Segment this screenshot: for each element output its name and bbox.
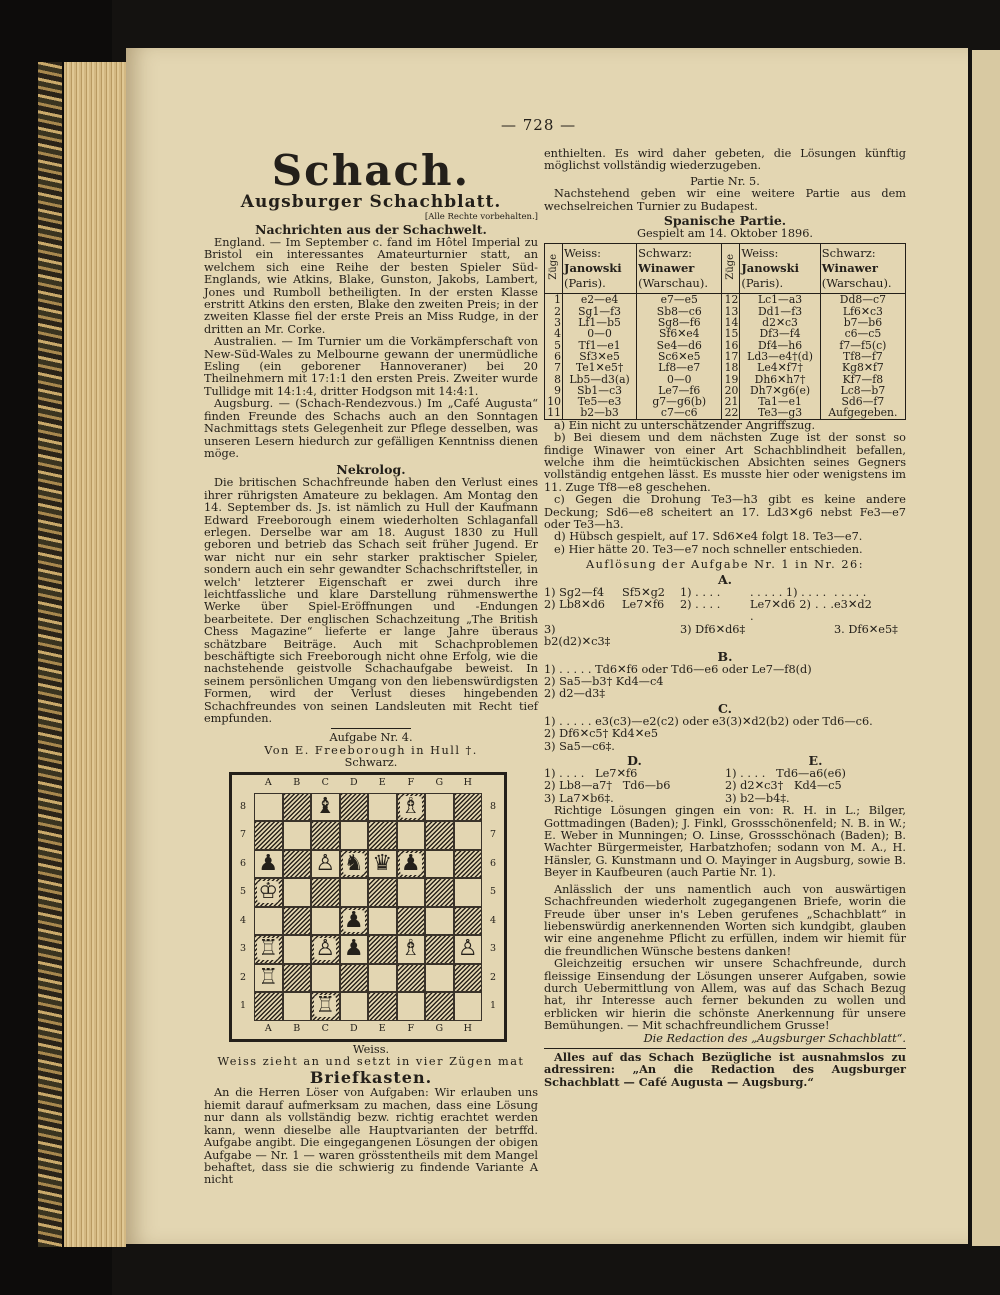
move-cell: g7—g6(b) bbox=[637, 396, 722, 407]
publication-subtitle: Augsburger Schachblatt. bbox=[240, 192, 502, 212]
board-square bbox=[397, 878, 426, 907]
board-square bbox=[454, 907, 483, 936]
game-moves bbox=[545, 294, 906, 419]
board-square bbox=[397, 793, 426, 822]
move-cell: c6—c5 bbox=[820, 328, 905, 339]
file-label: E bbox=[378, 1023, 386, 1035]
file-label: B bbox=[293, 1023, 301, 1035]
chess-piece: ♗ bbox=[400, 936, 421, 962]
board-square bbox=[368, 878, 397, 907]
rank-label: 5 bbox=[489, 886, 497, 898]
file-label: G bbox=[435, 777, 444, 789]
board-square bbox=[425, 821, 454, 850]
page-number: — 728 — bbox=[501, 116, 577, 134]
file-label: H bbox=[463, 777, 472, 789]
news-heading: Nachrichten aus der Schachwelt. bbox=[255, 222, 487, 237]
variant-d bbox=[544, 768, 725, 805]
file-label: D bbox=[349, 1023, 358, 1035]
chess-piece: ♖ bbox=[258, 936, 279, 962]
variants-d-e bbox=[544, 753, 906, 805]
move-number: 19 bbox=[722, 374, 740, 385]
move-cell: Te3—g3 bbox=[740, 407, 820, 419]
solution-move: 1) Sg2—f4 bbox=[544, 585, 605, 599]
solution-move: 3) b2(d2)✕c3‡ bbox=[544, 622, 611, 649]
rank-label: 6 bbox=[239, 857, 247, 869]
board-square bbox=[254, 850, 283, 879]
rank-label: 3 bbox=[239, 943, 247, 955]
chess-piece: ♝ bbox=[315, 793, 336, 819]
necrology-heading: Nekrolog. bbox=[336, 462, 406, 478]
move-number: 13 bbox=[722, 306, 740, 317]
variant-a-line bbox=[544, 624, 906, 649]
board-square bbox=[454, 878, 483, 907]
game-score-table bbox=[544, 243, 906, 419]
board-square bbox=[397, 992, 426, 1021]
board-square bbox=[311, 992, 340, 1021]
move-number: 2 bbox=[545, 306, 563, 317]
move-number: 5 bbox=[545, 340, 563, 351]
move-number: 12 bbox=[722, 294, 740, 306]
move-cell: Sb1—c3 bbox=[563, 385, 637, 396]
variant-a-line bbox=[544, 599, 906, 624]
address-block bbox=[544, 1048, 906, 1088]
problem-task: Weiss zieht an und setzt in vier Zügen mat bbox=[217, 1055, 525, 1069]
note-d: d) Hübsch gespielt, auf 17. Sd6✕e4 folgt 18. Te3—e7. bbox=[554, 530, 863, 544]
solution-move: Le7✕d6 2) . . . . bbox=[750, 597, 834, 624]
request-text: Gleichzeitig ersuchen wir unsere Schachfreunde, durch fleissige Einsendung der Lösungen unserer Aufgaben, sowie durch Uebermittlung von Allem, was auf das Schach Bezug hat, ihr Interesse auch ferner bekunden zu wollen und erblicken wir hierin die schönste Anerkennung für unsere Bemühungen. — Mit schachfreundlichem Grusse! bbox=[544, 957, 906, 1033]
solution-move bbox=[750, 624, 834, 649]
solution-line: 2) Df6✕c5† Kd4✕e5 bbox=[544, 727, 659, 741]
move-number: 3 bbox=[545, 317, 563, 328]
move-cell: d2✕c3 bbox=[740, 317, 820, 328]
move-number: 22 bbox=[722, 407, 740, 419]
board-square bbox=[340, 850, 369, 879]
board-square bbox=[254, 907, 283, 936]
address-text: Alles auf das Schach Bezügliche ist ausnahmslos zu adressiren: „An die Redaction des Augsburger Schachblatt — Café Augusta — Augsburg.“ bbox=[544, 1049, 906, 1089]
move-cell: Sb8—c6 bbox=[637, 306, 722, 317]
board-square bbox=[397, 964, 426, 993]
chess-piece: ♙ bbox=[315, 936, 336, 962]
variant-e bbox=[725, 768, 906, 805]
move-cell: Le4✕f7† bbox=[740, 362, 820, 373]
solution-line: 3) La7✕b6‡. bbox=[544, 791, 614, 805]
board-square bbox=[254, 964, 283, 993]
white-label: Weiss. bbox=[352, 1042, 390, 1056]
solution-move: 1) . . . . bbox=[680, 585, 721, 599]
chess-piece: ♟ bbox=[258, 850, 279, 876]
board-square bbox=[425, 992, 454, 1021]
game-intro: Nachstehend geben wir eine weitere Partie aus dem wechselreichen Turnier zu Budapest. bbox=[544, 187, 906, 213]
solution-line: 3) Sa5—c6‡. bbox=[544, 739, 615, 753]
move-cell: Tf8—f7 bbox=[820, 351, 905, 362]
header-black: Schwarz: Winawer (Warschau). bbox=[637, 244, 722, 294]
move-cell: Lf6✕c3 bbox=[820, 306, 905, 317]
move-cell: Sf6✕e4 bbox=[637, 328, 722, 339]
file-label: E bbox=[378, 777, 386, 789]
move-cell: Sc6✕e5 bbox=[637, 351, 722, 362]
board-square bbox=[454, 821, 483, 850]
move-number: 9 bbox=[545, 385, 563, 396]
board-square bbox=[311, 821, 340, 850]
problem-author: Von E. Freeborough in Hull †. bbox=[264, 743, 478, 757]
file-label: A bbox=[264, 777, 272, 789]
rank-label: 8 bbox=[239, 800, 247, 812]
masthead: Schach. bbox=[271, 146, 471, 195]
move-cell: Df3—f4 bbox=[740, 328, 820, 339]
board-square bbox=[368, 850, 397, 879]
board-square bbox=[425, 964, 454, 993]
board-square bbox=[340, 878, 369, 907]
move-cell: f7—f5(c) bbox=[820, 340, 905, 351]
note-a: a) Ein nicht zu unterschätzender Angriffszug. bbox=[554, 418, 816, 432]
board-square bbox=[397, 821, 426, 850]
news-australia: Australien. — Im Turnier um die Vorkämpferschaft von New-Süd-Wales zu Melbourne gewann der unermüdliche Esling (ein geborener Hannoveraner) bei 20 Theilnehmern mit 17:1:1 den ersten Preis. Zweiter wurde Tullidge mit 14:1:4, dritter Hodgson mit 14:4:1. bbox=[204, 335, 538, 398]
solution-heading: Auflösung der Aufgabe Nr. 1 in Nr. 26: bbox=[585, 558, 865, 572]
move-cell: Kf7—f8 bbox=[820, 374, 905, 385]
mailbox-heading: Briefkasten. bbox=[309, 1068, 433, 1088]
solution-line: 3) b2—b4‡. bbox=[725, 791, 790, 805]
move-number: 4 bbox=[545, 328, 563, 339]
solution-move: 2) . . . . bbox=[680, 597, 721, 611]
file-label: B bbox=[293, 777, 301, 789]
move-cell: b2—b3 bbox=[563, 407, 637, 419]
move-cell: Lc8—b7 bbox=[820, 385, 905, 396]
variant-b bbox=[544, 664, 906, 701]
board-square bbox=[340, 935, 369, 964]
solution-line: 2) Lb8—a7† Td6—b6 bbox=[544, 779, 671, 793]
solution-line: 2) d2—d3‡ bbox=[544, 687, 605, 701]
move-cell: Df4—h6 bbox=[740, 340, 820, 351]
move-cell: Dd8—c7 bbox=[820, 294, 905, 306]
chess-piece: ♗ bbox=[400, 793, 421, 819]
move-cell: Sg8—f6 bbox=[637, 317, 722, 328]
board-square bbox=[454, 964, 483, 993]
solution-line: 1) . . . . Le7✕f6 bbox=[544, 767, 638, 781]
board-square bbox=[425, 935, 454, 964]
rank-label: 4 bbox=[489, 914, 497, 926]
divider bbox=[331, 728, 411, 729]
solvers-list: Richtige Lösungen gingen ein von: R. H. in L.; Bilger, Gottmadingen (Baden); J. Finkl, Grossschönenfeld; N. B. in W.; E. Weber in Munningen; O. Linse, Grossschönach (Baden); B. Wachter Bürgermeister, Harbatzhofen; sodann von M. A., H. Hänsler, G. Kunstmann und O. Mayinger in Augsburg, sowie B. Beyer in Kaufbeuren (auch Partie Nr. 1). bbox=[544, 804, 906, 880]
rank-label: 6 bbox=[489, 857, 497, 869]
move-number: 18 bbox=[722, 362, 740, 373]
solution-line: 1) . . . . . Td6✕f6 oder Td6—e6 oder Le7—f8(d) bbox=[544, 662, 812, 676]
move-number: 14 bbox=[722, 317, 740, 328]
chess-piece: ♛ bbox=[372, 850, 393, 876]
opening-name: Spanische Partie. bbox=[663, 213, 787, 229]
chess-piece: ♖ bbox=[315, 993, 336, 1019]
rank-label: 2 bbox=[239, 971, 247, 983]
board-square bbox=[425, 850, 454, 879]
left-column bbox=[204, 148, 538, 1187]
chess-piece: ♟ bbox=[343, 907, 364, 933]
chess-piece: ♔ bbox=[258, 879, 279, 905]
board-square bbox=[283, 992, 312, 1021]
board-square bbox=[368, 907, 397, 936]
move-number: 11 bbox=[545, 407, 563, 419]
move-number: 6 bbox=[545, 351, 563, 362]
header-white: Weiss: Janowski (Paris). bbox=[563, 244, 637, 294]
board-square bbox=[340, 992, 369, 1021]
move-cell: Lc1—a3 bbox=[740, 294, 820, 306]
move-cell: 0—0 bbox=[563, 328, 637, 339]
board-square bbox=[368, 964, 397, 993]
move-cell: Te5—e3 bbox=[563, 396, 637, 407]
move-cell: Aufgegeben. bbox=[820, 407, 905, 419]
board-square bbox=[311, 878, 340, 907]
board-square bbox=[311, 850, 340, 879]
rank-label: 4 bbox=[239, 914, 247, 926]
file-label: A bbox=[264, 1023, 272, 1035]
move-cell: Lb5—d3(a) bbox=[563, 374, 637, 385]
news-augsburg: Augsburg. — (Schach-Rendezvous.) Im „Café Augusta“ finden Freunde des Schachs auch an den Sonntagen Nachmittags stets Gelegenheit zur Pflege desselben, was unseren Lesern hiedurch zur gefälligen Kenntniss dienen möge. bbox=[204, 397, 538, 460]
board-square bbox=[311, 964, 340, 993]
move-cell: c7—c6 bbox=[637, 407, 722, 419]
board-square bbox=[397, 850, 426, 879]
move-cell: Sd6—f7 bbox=[820, 396, 905, 407]
chess-piece: ♙ bbox=[457, 936, 478, 962]
move-cell: Dh6✕h7† bbox=[740, 374, 820, 385]
board-square bbox=[254, 878, 283, 907]
header-white-2: Weiss: Janowski (Paris). bbox=[740, 244, 820, 294]
move-cell: Te1✕e5† bbox=[563, 362, 637, 373]
board-square bbox=[254, 935, 283, 964]
move-number: 21 bbox=[722, 396, 740, 407]
file-label: F bbox=[407, 777, 415, 789]
move-cell: 0—0 bbox=[637, 374, 722, 385]
move-number: 17 bbox=[722, 351, 740, 362]
board-square bbox=[340, 964, 369, 993]
variant-c-label: C. bbox=[717, 700, 733, 716]
board-square bbox=[283, 793, 312, 822]
continued-text: enthielten. Es wird daher gebeten, die Lösungen künftig möglichst vollständig wiederzugeben. bbox=[544, 147, 906, 173]
board-square bbox=[254, 821, 283, 850]
move-number: 7 bbox=[545, 362, 563, 373]
solution-move: . . . . . 1) . . . . bbox=[750, 585, 827, 599]
move-number: 10 bbox=[545, 396, 563, 407]
solution-move: 3) Df6✕d6‡ bbox=[680, 622, 746, 636]
board-square bbox=[454, 850, 483, 879]
rights-notice: [Alle Rechte vorbehalten.] bbox=[424, 212, 538, 222]
variant-a bbox=[544, 587, 906, 649]
file-label: C bbox=[321, 777, 329, 789]
board-square bbox=[368, 821, 397, 850]
file-label: G bbox=[435, 1023, 444, 1035]
board-square bbox=[283, 821, 312, 850]
solution-move: 2) Lb8✕d6 bbox=[544, 597, 605, 611]
note-b: b) Bei diesem und dem nächsten Zuge ist der sonst so findige Winawer von einer Art Schachblindheit befallen, welche ihm die heimtückischen Absichten seines Gegners vollständig entgehen lässt. Es musste hier oder wenigstens im 11. Zuge Tf8—e8 geschehen. bbox=[544, 431, 906, 494]
board-square bbox=[368, 992, 397, 1021]
move-cell: Sg1—f3 bbox=[563, 306, 637, 317]
board-square bbox=[254, 992, 283, 1021]
rank-label: 2 bbox=[489, 971, 497, 983]
board-square bbox=[283, 935, 312, 964]
rank-label: 5 bbox=[239, 886, 247, 898]
solution-move: 3. Df6✕e5‡ bbox=[834, 622, 898, 636]
move-cell: Dh7✕g6(e) bbox=[740, 385, 820, 396]
move-cell: Lf8—e7 bbox=[637, 362, 722, 373]
board-square bbox=[283, 964, 312, 993]
rank-label: 1 bbox=[489, 1000, 497, 1012]
solution-move: e3✕d2 bbox=[834, 597, 872, 611]
move-cell: e2—e4 bbox=[563, 294, 637, 306]
chess-piece: ♟ bbox=[400, 850, 421, 876]
move-row bbox=[545, 294, 906, 306]
page-stack bbox=[64, 62, 126, 1247]
mailbox-text: An die Herren Löser von Aufgaben: Wir erlauben uns hiemit darauf aufmerksam zu machen, dass eine Lösung nur dann als vollständig bezw. richtig erachtet werden kann, wenn dieselbe alle Hauptvarianten der betrffd. Aufgabe angibt. Die eingegangenen Lösungen der obigen Aufgabe — Nr. 1 — waren grösstentheils mit dem Mangel behaftet, dass sie die schwierig zu findende Variante A nicht bbox=[204, 1086, 538, 1187]
rank-label: 7 bbox=[489, 829, 497, 841]
chess-diagram bbox=[229, 772, 507, 1042]
board-square bbox=[283, 878, 312, 907]
move-cell: b7—b6 bbox=[820, 317, 905, 328]
variant-b-label: B. bbox=[717, 648, 733, 664]
right-column bbox=[544, 148, 906, 1088]
move-cell: Lf1—b5 bbox=[563, 317, 637, 328]
board-corner bbox=[482, 1021, 504, 1039]
board-square bbox=[454, 992, 483, 1021]
board-square bbox=[368, 935, 397, 964]
header-moves-2: Züge bbox=[722, 244, 740, 294]
solution-move bbox=[622, 624, 680, 649]
file-label: D bbox=[349, 777, 358, 789]
book-page bbox=[126, 48, 968, 1244]
board-square bbox=[368, 793, 397, 822]
board-square bbox=[311, 935, 340, 964]
solution-line: 2) d2✕c3† Kd4—c5 bbox=[725, 779, 842, 793]
solution-move: Le7✕f6 bbox=[622, 597, 665, 611]
solution-line: 2) Sa5—b3† Kd4—c4 bbox=[544, 675, 664, 689]
file-label: F bbox=[407, 1023, 415, 1035]
board-square bbox=[283, 907, 312, 936]
problem-title: Aufgabe Nr. 4. bbox=[329, 731, 413, 745]
board-square bbox=[283, 850, 312, 879]
board-corner bbox=[232, 775, 254, 793]
variant-d-label: D. bbox=[627, 753, 642, 769]
board-square bbox=[340, 821, 369, 850]
solution-line: 1) . . . . Td6—a6(e6) bbox=[725, 767, 846, 781]
board-square bbox=[454, 935, 483, 964]
move-number: 20 bbox=[722, 385, 740, 396]
solution-line: 1) . . . . . e3(c3)—e2(c2) oder e3(3)✕d2(b2) oder Td6—c6. bbox=[544, 714, 873, 728]
rank-label: 7 bbox=[239, 829, 247, 841]
board-corner bbox=[232, 1021, 254, 1039]
move-number: 8 bbox=[545, 374, 563, 385]
board-square bbox=[254, 793, 283, 822]
board-square bbox=[425, 907, 454, 936]
variant-e-label: E. bbox=[808, 753, 823, 769]
file-label: H bbox=[463, 1023, 472, 1035]
variant-a-label: A. bbox=[717, 571, 733, 587]
black-label: Schwarz. bbox=[344, 756, 398, 770]
chess-piece: ♟ bbox=[343, 936, 364, 962]
solution-move: . . . . . bbox=[834, 585, 867, 599]
rank-label: 8 bbox=[489, 800, 497, 812]
chess-piece: ♖ bbox=[258, 964, 279, 990]
next-page-edge bbox=[972, 50, 1000, 1246]
board-square bbox=[340, 907, 369, 936]
header-moves: Züge bbox=[545, 244, 563, 294]
chess-piece: ♙ bbox=[315, 850, 336, 876]
board-square bbox=[425, 793, 454, 822]
move-row bbox=[545, 362, 906, 373]
file-label: C bbox=[321, 1023, 329, 1035]
move-row bbox=[545, 328, 906, 339]
rank-label: 1 bbox=[239, 1000, 247, 1012]
move-number: 16 bbox=[722, 340, 740, 351]
news-england: England. — Im September c. fand im Hôtel Imperial zu Bristol ein interessantes Amateurturnier statt, an welchem sich eine Reihe der besten Spieler Süd-Englands, wie Atkins, Blake, Gunston, Jakobs, Lambert, Jones und Rumboll betheiligten. In der ersten Klasse erstritt Atkins den ersten, Blake den zweiten Preis; in der zweiten Klasse fiel der erste Preis an Miss Rudge, in der dritten an Mr. Corke. bbox=[204, 236, 538, 336]
move-number: 15 bbox=[722, 328, 740, 339]
board-square bbox=[311, 907, 340, 936]
solution-move: Sf5✕g2 bbox=[622, 585, 665, 599]
game-number: Partie Nr. 5. bbox=[690, 174, 760, 188]
move-cell: Le7—f6 bbox=[637, 385, 722, 396]
move-row bbox=[545, 407, 906, 419]
board-square bbox=[311, 793, 340, 822]
board-square bbox=[454, 793, 483, 822]
thanks-text: Anlässlich der uns namentlich auch von auswärtigen Schachfreunden wiederholt zugegangenen Briefe, worin die Freude über unser in's Leben gerufenes „Schachblatt“ in liebenswürdig anerkennenden Worten sich kundgibt, glauben wir eine angenehme Pflicht zu erfüllen, indem wir hiemit für die freundlichen Wünsche bestens danken! bbox=[544, 882, 906, 958]
move-number: 1 bbox=[545, 294, 563, 306]
move-cell: Dd1—f3 bbox=[740, 306, 820, 317]
marbled-edge bbox=[38, 62, 62, 1247]
board-square bbox=[425, 878, 454, 907]
move-cell: Kg8✕f7 bbox=[820, 362, 905, 373]
move-cell: Ld3—e4†(d) bbox=[740, 351, 820, 362]
editor-signature: Die Redaction des „Augsburger Schachblatt“. bbox=[643, 1031, 906, 1045]
game-date: Gespielt am 14. Oktober 1896. bbox=[636, 227, 814, 241]
necrology-text: Die britischen Schachfreunde haben den Verlust eines ihrer rührigsten Amateure zu beklagen. Am Montag den 14. September ds. Js. ist nämlich zu Hull der Kaufmann Edward Freeborough einem wiederholten Schlaganfall erlegen. Derselbe war am 18. August 1830 zu Hull geboren und betrieb das Schach seit früher Jugend. Er war nicht nur ein sehr starker praktischer Spieler, sondern auch ein sehr gewandter Schachschriftsteller, in welch' letzterer Eigenschaft er zwei durch ihre leichtfassliche und klare Darstellung rühmenswerthe Werke über Spiel-Eröffnungen und -Endungen bearbeitete. Der englischen Schachzeitung „The British Chess Magazine“ lieferte er lange Jahre überaus schätzbare Beiträge. Auch mit Schachproblemen beschäftigte sich Freeborough nicht ohne Erfolg, wie die nachstehende geistvolle Schachaufgabe beweist. In seinem persönlichen Umgang von den liebenswürdigsten Formen, wird der Verlust dieses hingebenden Schachfreundes von seinen Landsleuten mit Recht tief empfunden. bbox=[204, 476, 538, 726]
board-square bbox=[397, 907, 426, 936]
move-cell: Ta1—e1 bbox=[740, 396, 820, 407]
board-corner bbox=[482, 775, 504, 793]
rank-label: 3 bbox=[489, 943, 497, 955]
move-cell: e7—e5 bbox=[637, 294, 722, 306]
board-square bbox=[397, 935, 426, 964]
note-e: e) Hier hätte 20. Te3—e7 noch schneller entschieden. bbox=[554, 542, 863, 556]
note-c: c) Gegen die Drohung Te3—h3 gibt es keine andere Deckung; Sd6—e8 scheitert an 17. Ld3✕g6 nebst Fe3—e7 oder Te3—h3. bbox=[544, 493, 906, 531]
move-cell: Tf1—e1 bbox=[563, 340, 637, 351]
header-black-2: Schwarz: Winawer (Warschau). bbox=[820, 244, 905, 294]
move-cell: Se4—d6 bbox=[637, 340, 722, 351]
variant-c bbox=[544, 716, 906, 753]
move-cell: Sf3✕e5 bbox=[563, 351, 637, 362]
chess-piece: ♞ bbox=[343, 850, 364, 876]
board-square bbox=[340, 793, 369, 822]
